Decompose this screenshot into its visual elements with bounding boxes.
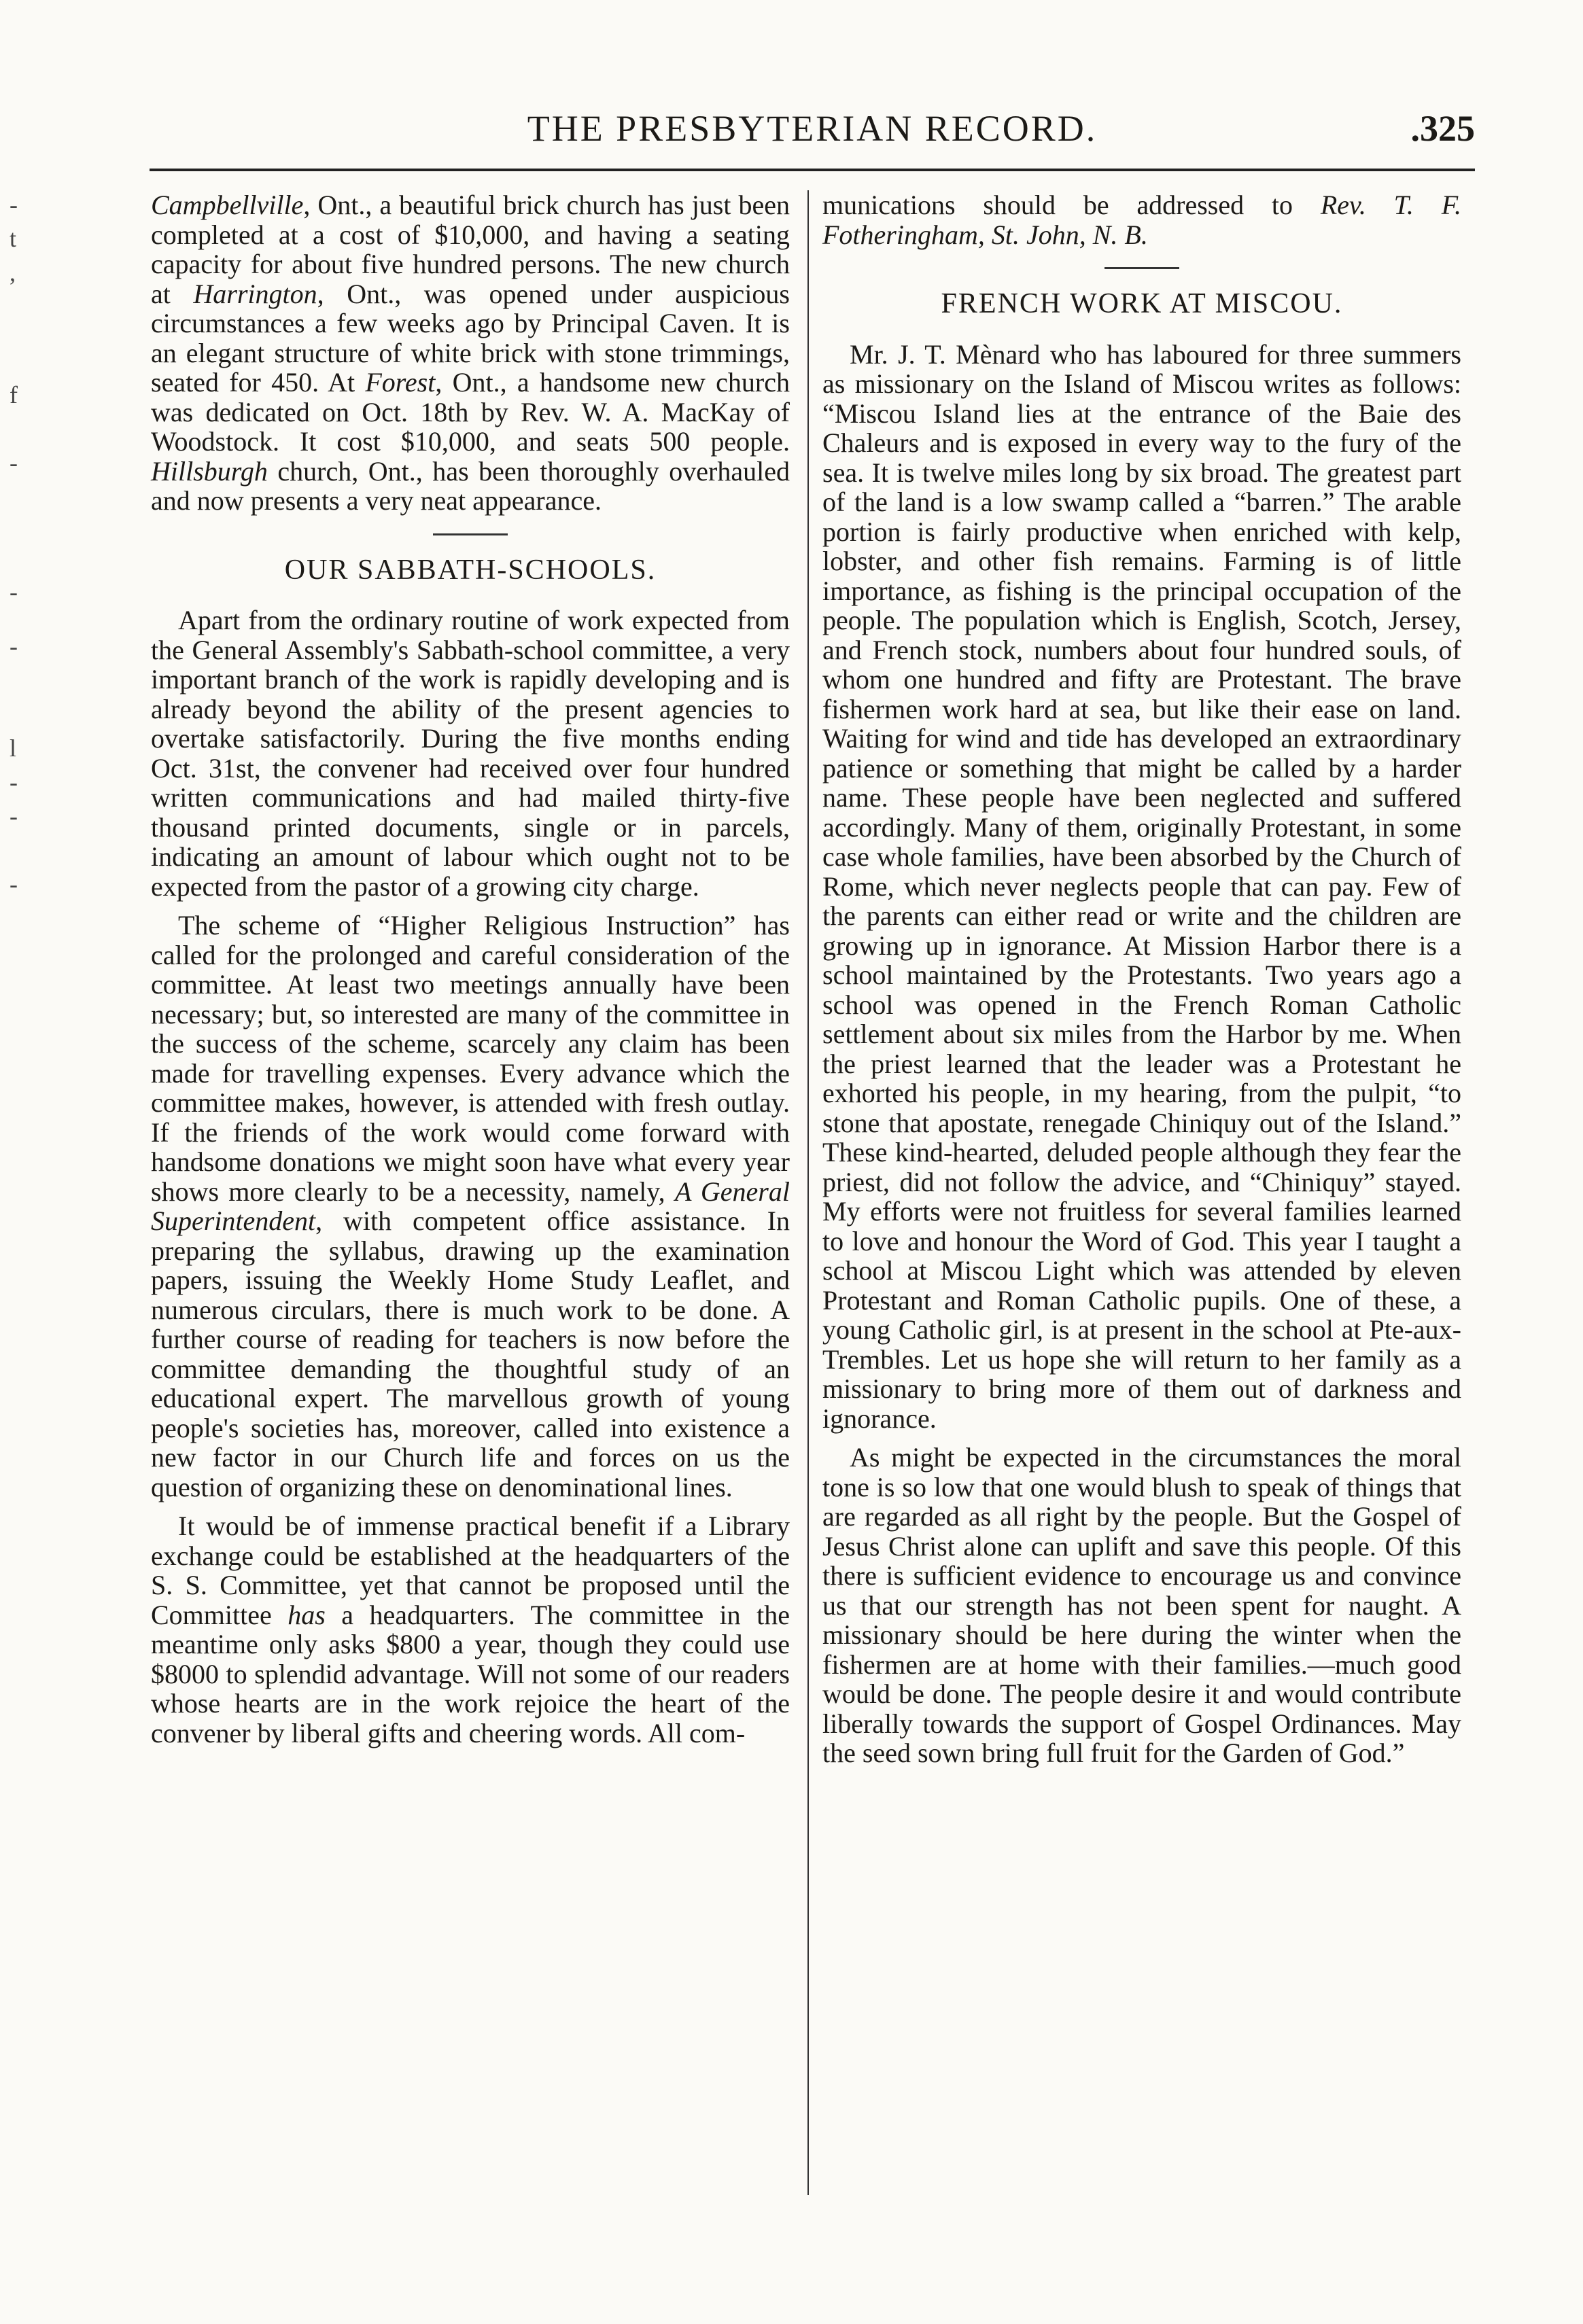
text-run: munications should be addressed to <box>822 190 1321 220</box>
emphasis: has <box>288 1599 326 1630</box>
right-column <box>822 190 1461 1778</box>
place-name: Forest <box>365 367 436 398</box>
place-name: Harrington <box>193 278 317 309</box>
section-heading-sabbath-schools: OUR SABBATH-SCHOOLS. <box>284 554 657 586</box>
margin-marks <box>0 170 41 985</box>
margin-mark: l <box>10 735 17 762</box>
margin-mark: - <box>10 870 18 898</box>
text-run: , with competent office assistance. In preparing the syllabus, drawing up the examination papers, issuing the Weekly Home Study Leaflet, and numerous circulars, there is much work to be done. A further course of reading for teachers is now before the committee demanding the thoughtful study of an educational expert. The marvellous growth of young people's societies has, moreover, called into existence a new factor in our Church life and forces on us the question of organizing these on denominational lines. <box>151 1205 790 1502</box>
text-run: , Ont., was opened under auspicious circumstances a few weeks ago by Principal Caven. It is an elegant structure of white brick with stone trimmings, seated for 450. At <box>151 278 790 398</box>
section-heading-french-work: FRENCH WORK AT MISCOU. <box>941 288 1343 319</box>
margin-mark: - <box>10 633 18 660</box>
margin-mark: - <box>10 449 18 476</box>
margin-mark: - <box>10 578 18 605</box>
sabbath-paragraph-3 <box>151 1511 790 1748</box>
running-title: THE PRESBYTERIAN RECORD. <box>527 108 1098 149</box>
margin-mark: f <box>10 381 18 408</box>
text-run: The scheme of “Higher Religious Instruction” has called for the prolonged and careful consideration of the committee. At least two meetings annually have been necessary; but, so interested are many of the committee in the success of the scheme, scarcely any claim has been made for travelling expenses. Every advance which the committee makes, however, is attended with fresh outlay. If the friends of the work would come forward with handsome donations we might soon have what every year shows more clearly to be a necessity, namely, <box>151 910 790 1207</box>
section-separator <box>433 533 508 535</box>
text-run: a headquarters. The committee in the meantime only asks $800 a year, though they could use $8000 to splendid advantage. Will not some of our readers whose hearts are in the work rejoice the heart of the convener by liberal gifts and cheering words. All com- <box>151 1599 790 1748</box>
page-number: .325 <box>1410 108 1475 149</box>
margin-mark: - <box>10 191 18 218</box>
text-run: church, Ont., has been thoroughly overhauled and now presents a very neat appearance. <box>151 455 790 516</box>
margin-mark: - <box>10 769 18 796</box>
text-run: , Ont., a beautiful brick church has just been completed at a cost of $10,000, and having a seating capacity for about five hundred persons. The new church at <box>151 190 790 309</box>
miscou-paragraph-1: Mr. J. T. Mènard who has laboured for three summers as missionary on the Island of Miscou writes as follows: “Miscou Island lies at the entrance of the Baie des Chaleurs and is exposed in every way to the fury of the sea. It is twelve miles long by six broad. The greatest part of the land is a low swamp called a “barren.” The arable portion is fairly productive when enriched with kelp, lobster, and other fish remains. Farming is of little importance, as fishing is the principal occupation of the people. The population which is English, Scotch, Jersey, and French stock, numbers about four hundred souls, of whom one hundred and fifty are Protestant. The brave fishermen work hard at sea, but like their ease on land. Waiting for wind and tide has developed an extraordinary patience or something that might be called by a harder name. These people have been neglected and suffered accordingly. Many of them, originally Protestant, in some case whole families, have been absorbed by the Church of Rome, which never neglects people that can pay. Few of the parents can either read or write and the children are growing up in ignorance. At Mission Harbor there is a school maintained by the Protestants. Two years ago a school was opened in the French Roman Catholic settlement about six miles from the Harbor by me. When the priest learned that the leader was a Protestant he exhorted his people, in my hearing, from the pulpit, “to stone that apostate, renegade Chiniquy out of the Island.” These kind-hearted, deluded people although they fear the priest, did not follow the advice, and “Chiniquy” stayed. My efforts were not fruitless for several families learned to love and honour the Word of God. This year I taught a school at Miscou Light which was attended by eleven Protestant and Roman Catholic pupils. One of these, a young Catholic girl, is at present in the school at Pte-aux-Trembles. Let us hope she will return to her family as a missionary to bring more of them out of darkness and ignorance. <box>822 338 1461 1434</box>
address: Rev. T. F. Fotheringham, St. John, N. B. <box>822 190 1461 250</box>
margin-mark: , <box>10 259 16 286</box>
text-run: , Ont., a handsome new church was dedicated on Oct. 18th by Rev. W. A. MacKay of Woodstock. It cost $10,000, and seats 500 people. <box>151 367 790 457</box>
section-separator <box>1104 267 1179 269</box>
margin-mark: t <box>10 225 17 252</box>
church-news-paragraph <box>151 190 790 516</box>
column-divider <box>807 190 809 2195</box>
place-name: Campbellville <box>151 190 304 220</box>
miscou-paragraph-2: As might be expected in the circumstances the moral tone is so low that one would blush to speak of things that are regarded as all right by the people. But the Gospel of Jesus Christ alone can uplift and save this people. Of this there is sufficient evidence to encourage us and convince us that our strength has not been spent for naught. A missionary should be here during the winter when the fishermen are at home with their families.—much good would be done. The people desire it and would contribute liberally towards the support of Gospel Ordinances. May the seed sown bring full fruit for the Garden of God.” <box>822 1442 1461 1768</box>
emphasis: A General Superintendent <box>151 1176 790 1236</box>
continuation-paragraph <box>822 190 1461 249</box>
page-header <box>150 102 1475 156</box>
text-run: It would be of immense practical benefit if a Library exchange could be established at the headquarters of the S. S. Committee, yet that cannot be proposed until the Committee <box>151 1511 790 1630</box>
margin-mark: - <box>10 803 18 830</box>
sabbath-paragraph-1: Apart from the ordinary routine of work expected from the General Assembly's Sabbath-school committee, a very important branch of the work is rapidly developing and is already beyond the ability of the present agencies to overtake satisfactorily. During the five months ending Oct. 31st, the convener had received over four hundred written communications and had mailed thirty-five thousand printed documents, single or in parcels, indicating an amount of labour which ought not to be expected from the pastor of a growing city charge. <box>151 605 790 902</box>
sabbath-paragraph-2 <box>151 911 790 1502</box>
header-rule <box>150 169 1475 171</box>
place-name: Hillsburgh <box>151 455 268 487</box>
left-column <box>151 190 790 1757</box>
